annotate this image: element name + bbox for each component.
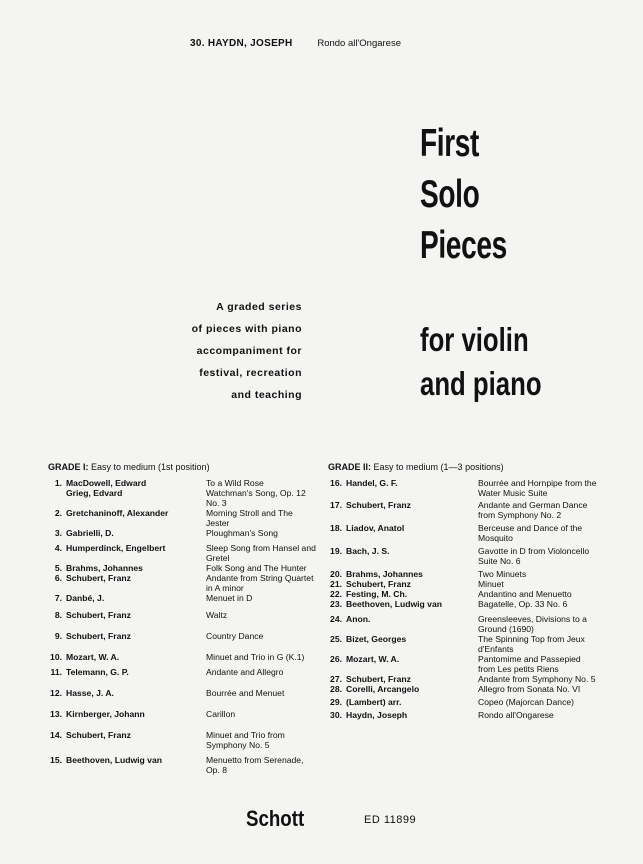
entry-composer: Schubert, Franz [66, 610, 131, 620]
entry-number: 10. [50, 652, 62, 662]
entry-composer: Brahms, Johannes [66, 563, 143, 573]
entry-composer: MacDowell, Edward [66, 478, 147, 488]
entry-title: Bourrée and Menuet [206, 688, 285, 698]
list-item [328, 546, 598, 566]
entry-title: Allegro from Sonata No. VI [478, 684, 581, 694]
list-item [48, 543, 318, 563]
entry-composer: (Lambert) arr. [346, 697, 402, 707]
series-description [120, 296, 302, 406]
list-item [48, 488, 318, 508]
description-line: festival, recreation [199, 367, 302, 379]
list-item [48, 593, 318, 603]
list-item [48, 610, 318, 620]
description-line: accompaniment for [196, 345, 302, 357]
entry-composer: Handel, G. F. [346, 478, 398, 488]
entry-title: Greensleeves, Divisions to a Ground (1690) [478, 614, 587, 634]
entry-title: Gavotte in D from Violoncello Suite No. 6 [478, 546, 590, 566]
entry-number: 8. [54, 610, 62, 620]
title-line: Solo [420, 173, 480, 216]
entry-number: 22. [330, 589, 342, 599]
entry-composer: Festing, M. Ch. [346, 589, 408, 599]
entry-title: Waltz [206, 610, 228, 620]
entry-composer: Hasse, J. A. [66, 688, 114, 698]
list-item [328, 579, 598, 589]
entry-composer: Humperdinck, Engelbert [66, 543, 166, 553]
entry-number: 27. [330, 674, 342, 684]
list-item [328, 589, 598, 599]
entry-number: 2. [54, 508, 62, 518]
list-item [328, 697, 598, 707]
grade-label: GRADE I: [48, 462, 89, 472]
entry-number: 25. [330, 634, 342, 644]
list-item [328, 599, 598, 609]
list-item [48, 709, 318, 719]
entry-number: 7. [54, 593, 62, 603]
entry-number: 9. [54, 631, 62, 641]
entry-composer: Telemann, G. P. [66, 667, 129, 677]
entry-title: Minuet and Trio from Symphony No. 5 [206, 730, 285, 750]
grade-label: GRADE II: [328, 462, 372, 472]
entry-title: Carillon [206, 709, 236, 719]
entry-title: Watchman's Song, Op. 12 No. 3 [206, 488, 306, 508]
list-item [48, 667, 318, 677]
entry-number: 19. [330, 546, 342, 556]
entry-number: 6. [54, 573, 62, 583]
subtitle-line: and piano [420, 365, 542, 402]
title-line: First [420, 122, 480, 165]
entry-composer: Schubert, Franz [66, 573, 131, 583]
entry-number: 30. [330, 710, 342, 720]
entry-number: 18. [330, 523, 342, 533]
entry-number: 26. [330, 654, 342, 664]
entry-title: Andantino and Menuetto [478, 589, 572, 599]
entry-composer: Schubert, Franz [66, 730, 131, 740]
subtitle-line: for violin [420, 321, 529, 358]
list-item [48, 508, 318, 528]
entry-number: 20. [330, 569, 342, 579]
description-line: of pieces with piano [191, 323, 302, 335]
grade-1-list [48, 478, 318, 775]
entry-title: Folk Song and The Hunter [206, 563, 307, 573]
entry-composer: Gabrielli, D. [66, 528, 114, 538]
list-item [48, 755, 318, 775]
entry-number: 17. [330, 500, 342, 510]
list-item [48, 652, 318, 662]
entry-composer: Mozart, W. A. [346, 654, 400, 664]
entry-title: Berceuse and Dance of the Mosquito [478, 523, 583, 543]
entry-title: Sleep Song from Hansel and Gretel [206, 543, 316, 563]
entry-number: 29. [330, 697, 342, 707]
entry-title: Andante and German Dance from Symphony No. 2 [478, 500, 588, 520]
list-item [328, 684, 598, 694]
main-title [420, 118, 507, 271]
list-item [328, 674, 598, 684]
list-item [48, 478, 318, 488]
entry-composer: Gretchaninoff, Alexander [66, 508, 169, 518]
list-item [328, 523, 598, 543]
grade-2-list [328, 478, 598, 720]
list-item [48, 688, 318, 698]
list-item [328, 614, 598, 634]
entry-title: Ploughman's Song [206, 528, 278, 538]
entry-composer: Bizet, Georges [346, 634, 407, 644]
entry-title: Pantomime and Passepied from Les petits Riens [478, 654, 581, 674]
entry-title: Copeo (Majorcan Dance) [478, 697, 575, 707]
grade-2-column [328, 462, 598, 720]
entry-composer: Bach, J. S. [346, 546, 390, 556]
entry-title: Andante and Allegro [206, 667, 284, 677]
entry-composer: Brahms, Johannes [346, 569, 423, 579]
entry-number: 24. [330, 614, 342, 624]
entry-title: To a Wild Rose [206, 478, 264, 488]
entry-number: 3. [54, 528, 62, 538]
entry-number: 1. [54, 478, 62, 488]
entry-composer: Liadov, Anatol [346, 523, 405, 533]
list-item [328, 478, 598, 498]
entry-title: Bagatelle, Op. 33 No. 6 [478, 599, 568, 609]
list-item [328, 710, 598, 720]
entry-title: Andante from Symphony No. 5 [478, 674, 596, 684]
grade-1-heading [48, 462, 318, 472]
entry-number: 21. [330, 579, 342, 589]
catalog-number: ED 11899 [364, 814, 417, 826]
entry-composer: Anon. [346, 614, 371, 624]
grade-2-heading [328, 462, 598, 472]
entry-composer: Schubert, Franz [346, 579, 411, 589]
entry-number: 23. [330, 599, 342, 609]
entry-composer: Beethoven, Ludwig van [66, 755, 162, 765]
header-number-name: 30. HAYDN, JOSEPH [190, 38, 293, 49]
description-line: and teaching [231, 389, 302, 401]
entry-number: 4. [54, 543, 62, 553]
entry-number: 15. [50, 755, 62, 765]
entry-number: 12. [50, 688, 62, 698]
entry-title: Two Minuets [478, 569, 527, 579]
entry-composer: Schubert, Franz [346, 674, 411, 684]
instrument-subtitle [420, 318, 542, 406]
entry-composer: Corelli, Arcangelo [346, 684, 420, 694]
entry-composer: Schubert, Franz [66, 631, 131, 641]
entry-title: Menuetto from Serenade, Op. 8 [206, 755, 304, 775]
entry-composer: Grieg, Edvard [66, 488, 123, 498]
entry-number: 16. [330, 478, 342, 488]
description-line: A graded series [216, 301, 302, 313]
list-item [48, 563, 318, 573]
list-item [328, 500, 598, 520]
entry-number: 14. [50, 730, 62, 740]
entry-composer: Schubert, Franz [346, 500, 411, 510]
list-item [328, 654, 598, 674]
grade-description: Easy to medium (1—3 positions) [373, 462, 504, 472]
publisher-logo: Schott [246, 806, 305, 831]
list-item [328, 634, 598, 654]
list-item [48, 631, 318, 641]
entry-composer: Haydn, Joseph [346, 710, 408, 720]
entry-composer: Kirnberger, Johann [66, 709, 145, 719]
grade-description: Easy to medium (1st position) [91, 462, 210, 472]
entry-number: 13. [50, 709, 62, 719]
entry-number: 28. [330, 684, 342, 694]
list-item [48, 730, 318, 750]
entry-title: Minuet and Trio in G (K.1) [206, 652, 305, 662]
entry-title: Andante from String Quartet in A minor [206, 573, 314, 593]
entry-title: Morning Stroll and The Jester [206, 508, 293, 528]
header-line [190, 38, 401, 49]
entry-title: Menuet in D [206, 593, 253, 603]
entry-title: Bourrée and Hornpipe from the Water Music Suite [478, 478, 597, 498]
entry-number: 5. [54, 563, 62, 573]
entry-composer: Danbé, J. [66, 593, 105, 603]
list-item [328, 569, 598, 579]
list-item [48, 573, 318, 593]
entry-title: Country Dance [206, 631, 264, 641]
entry-title: The Spinning Top from Jeux d'Enfants [478, 634, 585, 654]
entry-composer: Beethoven, Ludwig van [346, 599, 442, 609]
entry-composer: Mozart, W. A. [66, 652, 120, 662]
entry-title: Rondo all'Ongarese [478, 710, 554, 720]
entry-title: Minuet [478, 579, 504, 589]
grade-1-column [48, 462, 318, 775]
list-item [48, 528, 318, 538]
header-piece: Rondo all'Ongarese [317, 38, 402, 49]
title-line: Pieces [420, 224, 507, 267]
entry-number: 11. [50, 667, 62, 677]
